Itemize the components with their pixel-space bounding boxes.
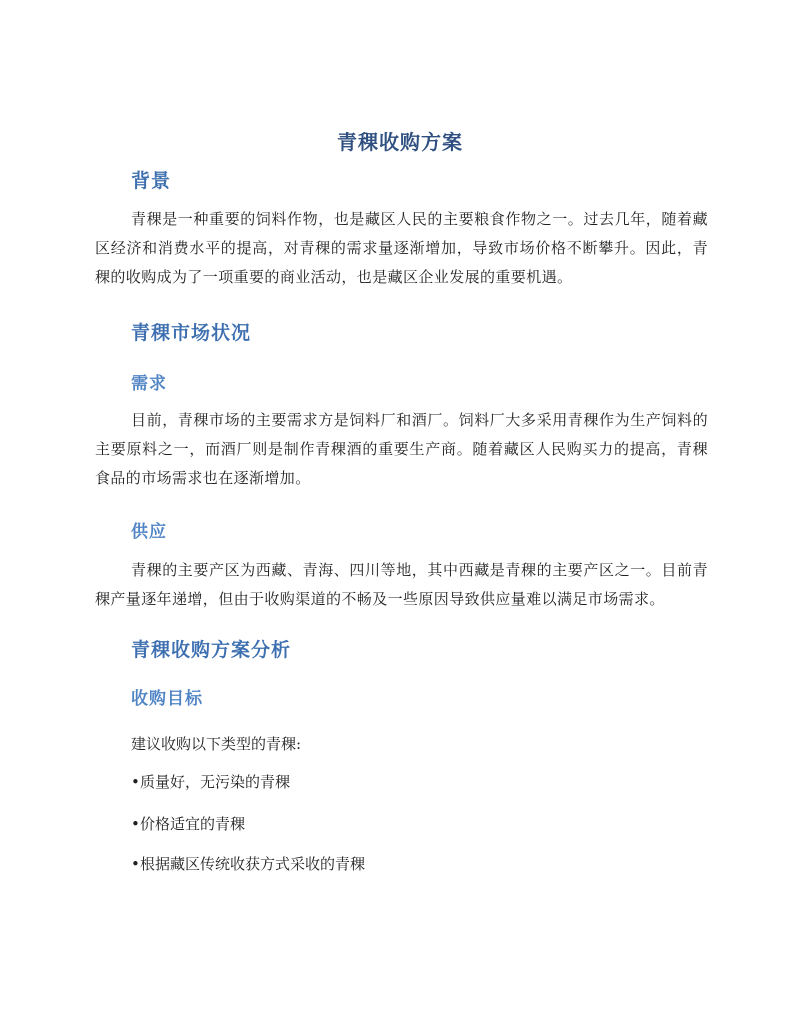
bullet-icon: • [131, 773, 140, 791]
list-item [131, 813, 245, 835]
heading-plan-analysis: 青稞收购方案分析 [131, 639, 292, 661]
list-item [131, 853, 365, 875]
target-intro: 建议收购以下类型的青稞: [131, 735, 302, 753]
heading-target: 收购目标 [131, 689, 203, 709]
heading-market-status: 青稞市场状况 [131, 322, 252, 344]
page-title: 青稞收购方案 [337, 130, 463, 154]
heading-background: 背景 [131, 170, 172, 192]
paragraph-demand: 目前，青稞市场的主要需求方是饲料厂和酒厂。饲料厂大多采用青稞作为生产饲料的主要原料之一，而酒厂则是制作青稞酒的重要生产商。随着藏区人民购买力的提高，青稞食品的市场需求也在逐渐增加。 [95, 411, 708, 487]
heading-supply: 供应 [131, 522, 167, 542]
heading-demand: 需求 [131, 374, 167, 394]
bullet-icon: • [131, 815, 140, 833]
bullet-icon: • [131, 855, 140, 873]
list-item-text: 根据藏区传统收获方式采收的青稞 [140, 855, 366, 873]
paragraph-supply: 青稞的主要产区为西藏、青海、四川等地，其中西藏是青稞的主要产区之一。目前青稞产量逐年递增，但由于收购渠道的不畅及一些原因导致供应量难以满足市场需求。 [95, 561, 708, 608]
list-item-text: 价格适宜的青稞 [140, 815, 246, 833]
list-item-text: 质量好，无污染的青稞 [140, 773, 291, 791]
paragraph-background: 青稞是一种重要的饲料作物，也是藏区人民的主要粮食作物之一。过去几年，随着藏区经济和消费水平的提高，对青稞的需求量逐渐增加，导致市场价格不断攀升。因此，青稞的收购成为了一项重要的商业活动，也是藏区企业发展的重要机遇。 [95, 210, 708, 286]
list-item [131, 771, 290, 793]
